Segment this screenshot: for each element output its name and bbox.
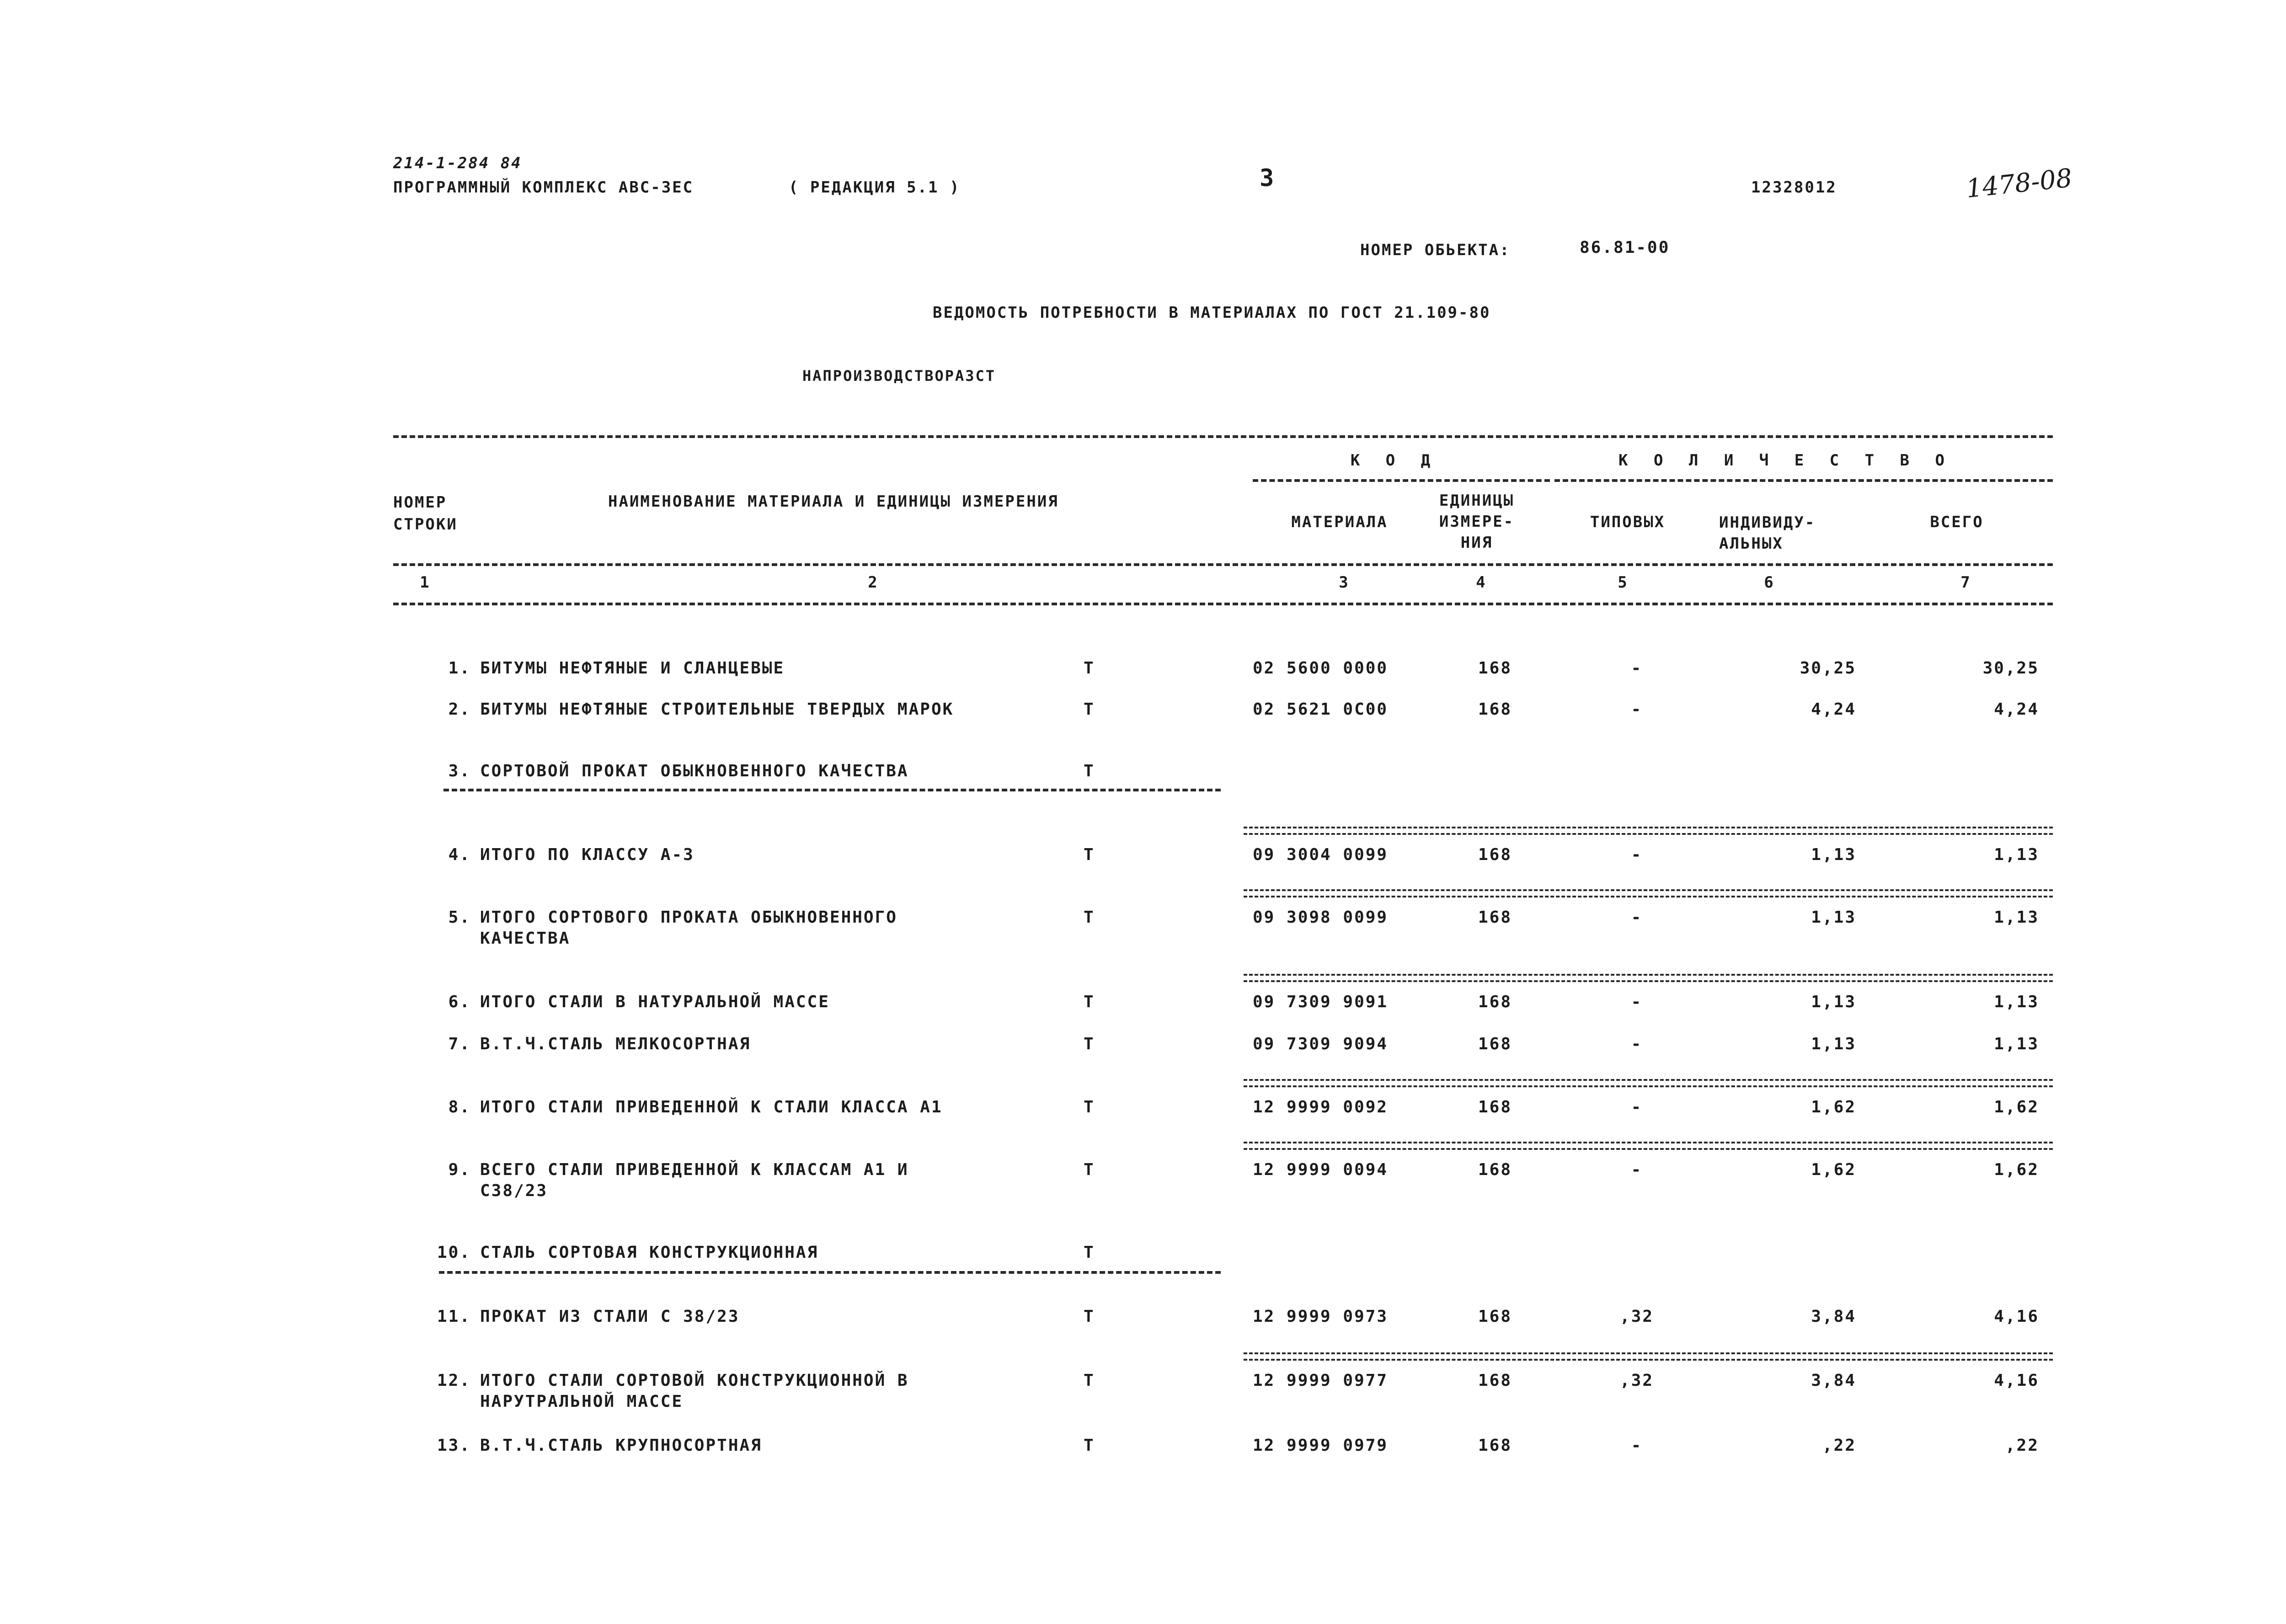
material-name: ПРОКАТ ИЗ СТАЛИ С 38/23 (480, 1307, 740, 1326)
material-code: 09 7309 9091 (1253, 993, 1389, 1011)
header-row-number: НОМЕР СТРОКИ (393, 493, 458, 534)
section-underline (443, 789, 1221, 791)
typical-qty: ,32 (1619, 1371, 1654, 1390)
header-bottom-rule (393, 603, 2053, 605)
typical-qty: - (1631, 845, 1643, 864)
table-row (0, 700, 2286, 745)
table-row (0, 1034, 2286, 1080)
unit: Т (1084, 659, 1095, 678)
header-total: ВСЕГО (1930, 513, 1984, 531)
unit: Т (1084, 1436, 1095, 1455)
unit-code: 168 (1478, 845, 1512, 864)
unit-code: 168 (1478, 1035, 1512, 1053)
individual-qty: 1,13 (1811, 1035, 1856, 1053)
material-code: 12 9999 0092 (1253, 1098, 1389, 1116)
total-qty: 4,16 (1994, 1371, 2039, 1390)
unit: Т (1084, 1371, 1095, 1390)
total-separator (1244, 1142, 2053, 1150)
typical-qty: ,32 (1619, 1307, 1654, 1326)
row-number: 3. (448, 762, 471, 780)
header-typical: ТИПОВЫХ (1590, 513, 1666, 531)
row-number: 6. (448, 993, 471, 1011)
individual-qty: 1,13 (1811, 908, 1856, 927)
unit-code: 168 (1478, 993, 1512, 1011)
total-qty: 4,24 (1994, 700, 2039, 719)
unit: Т (1084, 1307, 1095, 1326)
typical-qty: - (1631, 700, 1643, 719)
total-qty: 1,62 (1994, 1098, 2039, 1116)
document-code: 214-1-284 84 (393, 154, 522, 172)
header-material-code: МАТЕРИАЛА (1291, 513, 1388, 531)
material-code: 02 5600 0000 (1253, 659, 1389, 678)
col-number-3: 3 (1339, 573, 1350, 592)
material-name: В.Т.Ч.СТАЛЬ КРУПНОСОРТНАЯ (480, 1436, 762, 1455)
row-number: 10. (437, 1243, 471, 1262)
unit: Т (1084, 993, 1095, 1011)
total-qty: ,22 (2005, 1436, 2039, 1455)
material-name: ИТОГО СТАЛИ В НАТУРАЛЬНОЙ МАССЕ (480, 993, 830, 1011)
program-name: ПРОГРАММНЫЙ КОМПЛЕКС АВС-ЗЕС (393, 178, 694, 197)
table-row (0, 761, 2286, 807)
material-name: В.Т.Ч.СТАЛЬ МЕЛКОСОРТНАЯ (480, 1035, 751, 1053)
table-row (0, 1097, 2286, 1143)
row-number: 2. (448, 700, 471, 719)
typical-qty: - (1631, 1436, 1643, 1455)
total-separator (1244, 889, 2053, 897)
qty-group-header: К О Л И Ч Е С Т В О (1618, 451, 1953, 470)
table-row (0, 908, 2286, 953)
row-number: 7. (448, 1035, 471, 1053)
table-row (0, 1371, 2286, 1416)
individual-qty: 3,84 (1811, 1371, 1856, 1390)
individual-qty: 3,84 (1811, 1307, 1856, 1326)
total-qty: 1,62 (1994, 1160, 2039, 1179)
unit-code: 168 (1478, 1160, 1512, 1179)
unit: Т (1084, 908, 1095, 927)
row-number: 5. (448, 908, 471, 927)
unit-code: 168 (1478, 1098, 1512, 1116)
col-number-1: 1 (420, 573, 431, 592)
material-name-continued: С38/23 (480, 1181, 548, 1200)
material-name: ВСЕГО СТАЛИ ПРИВЕДЕННОЙ К КЛАССАМ А1 И (480, 1160, 909, 1179)
header-individual: ИНДИВИДУ- АЛЬНЫХ (1719, 513, 1816, 553)
material-name: БИТУМЫ НЕФТЯНЫЕ И СЛАНЦЕВЫЕ (480, 659, 785, 678)
material-name: ИТОГО СТАЛИ ПРИВЕДЕННОЙ К СТАЛИ КЛАССА А1 (480, 1098, 943, 1116)
individual-qty: 1,13 (1811, 993, 1856, 1011)
material-name-continued: НАРУТРАЛЬНОЙ МАССЕ (480, 1392, 684, 1411)
material-code: 12 9999 0973 (1253, 1307, 1389, 1326)
header-code-group: К О Д (1350, 451, 1439, 470)
unit: Т (1084, 845, 1095, 864)
individual-qty: 1,62 (1811, 1098, 1856, 1116)
typical-qty: - (1631, 1098, 1643, 1116)
total-qty: 30,25 (1982, 659, 2039, 678)
header-unit-code: ЕДИНИЦЫ ИЗМЕРЕ- НИЯ (1439, 491, 1515, 552)
material-name: СОРТОВОЙ ПРОКАТ ОБЫКНОВЕННОГО КАЧЕСТВА (480, 762, 909, 780)
row-number: 9. (448, 1160, 471, 1179)
total-qty: 1,13 (1994, 908, 2039, 927)
total-separator (1244, 1079, 2053, 1087)
header-code-rule (1253, 479, 1550, 482)
program-edition: ( РЕДАКЦИЯ 5.1 ) (789, 178, 961, 197)
material-code: 12 9999 0979 (1253, 1436, 1389, 1455)
unit: Т (1084, 1160, 1095, 1179)
individual-qty: 1,62 (1811, 1160, 1856, 1179)
unit-code: 168 (1478, 700, 1512, 719)
unit-code: 168 (1478, 1307, 1512, 1326)
table-row (0, 658, 2286, 704)
individual-qty: ,22 (1822, 1436, 1856, 1455)
unit-code: 168 (1478, 659, 1512, 678)
document-title: ВЕДОМОСТЬ ПОТРЕБНОСТИ В МАТЕРИАЛАХ ПО ГОСТ 21.109-80 (933, 304, 1491, 322)
row-number: 4. (448, 845, 471, 864)
table-row (0, 1436, 2286, 1481)
unit: Т (1084, 762, 1095, 780)
total-separator (1244, 1352, 2053, 1361)
table-row (0, 992, 2286, 1038)
row-number: 1. (448, 659, 471, 678)
col-number-5: 5 (1618, 573, 1629, 592)
material-name: ИТОГО СОРТОВОГО ПРОКАТА ОБЫКНОВЕННОГО (480, 908, 897, 927)
total-qty: 1,13 (1994, 993, 2039, 1011)
header-material-name: НАИМЕНОВАНИЕ МАТЕРИАЛА И ЕДИНИЦЫ ИЗМЕРЕНИЯ (608, 492, 1059, 511)
unit-code: 168 (1478, 908, 1512, 927)
object-number-label: НОМЕР ОБЬЕКТА: (1360, 241, 1511, 259)
col-number-2: 2 (868, 573, 879, 592)
section-underline (439, 1271, 1221, 1274)
total-separator (1244, 974, 2053, 982)
unit: Т (1084, 1098, 1095, 1116)
table-top-rule (393, 435, 2053, 438)
material-name: ИТОГО СТАЛИ СОРТОВОЙ КОНСТРУКЦИОННОЙ В (480, 1371, 909, 1390)
document-subtitle: НАПРОИЗВОДСТВОРАЗСТ (802, 367, 996, 385)
unit: Т (1084, 1243, 1095, 1262)
typical-qty: - (1631, 993, 1643, 1011)
material-code: 12 9999 0977 (1253, 1371, 1389, 1390)
unit-code: 168 (1478, 1436, 1512, 1455)
col-number-4: 4 (1476, 573, 1487, 592)
individual-qty: 30,25 (1800, 659, 1856, 678)
total-qty: 1,13 (1994, 845, 2039, 864)
total-qty: 1,13 (1994, 1035, 2039, 1053)
unit: Т (1084, 1035, 1095, 1053)
material-name: ИТОГО ПО КЛАССУ А-3 (480, 845, 694, 864)
table-row (0, 845, 2286, 891)
table-row (0, 1243, 2286, 1288)
typical-qty: - (1631, 908, 1643, 927)
unit-code: 168 (1478, 1371, 1512, 1390)
material-name: БИТУМЫ НЕФТЯНЫЕ СТРОИТЕЛЬНЫЕ ТВЕРДЫХ МАРОК (480, 700, 954, 719)
typical-qty: - (1631, 1035, 1643, 1053)
material-code: 09 3098 0099 (1253, 908, 1389, 927)
table-row (0, 1307, 2286, 1352)
col-number-7: 7 (1960, 573, 1971, 592)
unit: Т (1084, 700, 1095, 719)
row-number: 11. (437, 1307, 471, 1326)
object-number-value: 86.81-00 (1580, 238, 1670, 257)
handwritten-note: 1478-08 (1965, 163, 2074, 204)
header-qty-rule (1554, 479, 2053, 482)
col-number-6: 6 (1764, 573, 1775, 592)
material-code: 09 3004 0099 (1253, 845, 1389, 864)
material-code: 02 5621 0С00 (1253, 700, 1389, 719)
row-number: 8. (448, 1098, 471, 1116)
total-separator (1244, 827, 2053, 835)
page-number: 3 (1260, 165, 1276, 192)
material-name-continued: КАЧЕСТВА (480, 929, 571, 948)
individual-qty: 1,13 (1811, 845, 1856, 864)
material-name: СТАЛЬ СОРТОВАЯ КОНСТРУКЦИОННАЯ (480, 1243, 819, 1262)
table-row (0, 1160, 2286, 1206)
individual-qty: 4,24 (1811, 700, 1856, 719)
typical-qty: - (1631, 1160, 1643, 1179)
material-code: 09 7309 9094 (1253, 1035, 1389, 1053)
typical-qty: - (1631, 659, 1643, 678)
material-code: 12 9999 0094 (1253, 1160, 1389, 1179)
row-number: 12. (437, 1371, 471, 1390)
row-number: 13. (437, 1436, 471, 1455)
header-mid-rule (393, 563, 2053, 566)
document-number: 12328012 (1751, 178, 1837, 197)
total-qty: 4,16 (1994, 1307, 2039, 1326)
